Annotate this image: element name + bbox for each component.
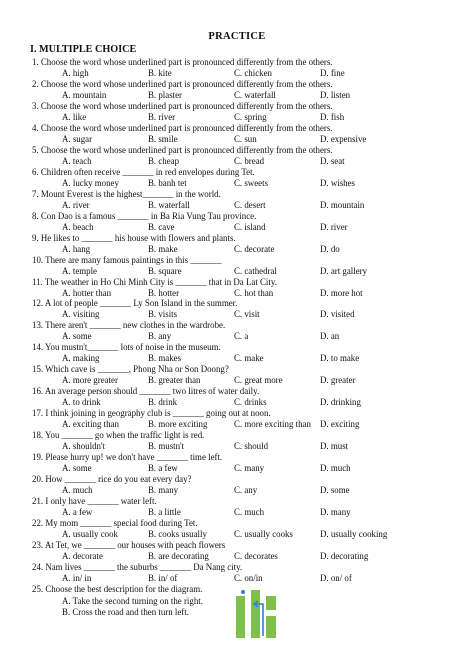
question-10-stem: 10. There are many famous paintings in this _______ [32, 254, 222, 265]
question-24-stem: 24. Nam lives _______ the suburbs _______ Da Nang city. [32, 561, 243, 572]
question-9-stem: 9. He likes to _______ his house with flowers and plants. [32, 232, 236, 243]
question-16-option-a: A. to drink [62, 397, 101, 408]
question-19-stem: 19. Please hurry up! we don't have _______ time left. [32, 452, 223, 463]
question-16-option-c: C. drinks [234, 397, 267, 408]
question-10-option-d: D. art gallery [320, 265, 368, 276]
question-8-option-d: D. river [320, 221, 348, 232]
question-22-option-d: D. usually cooking [320, 528, 388, 539]
question-11-option-a: A. hotter than [62, 287, 112, 298]
question-13-option-b: B. any [148, 331, 172, 342]
question-2-stem: 2. Choose the word whose underlined part is pronounced differently from the others. [32, 78, 333, 89]
question-12-option-c: C. visit [234, 309, 260, 320]
question-6-option-c: C. sweets [234, 177, 269, 188]
question-20-option-a: A. much [62, 485, 93, 496]
question-7-option-c: C. desert [234, 199, 266, 210]
question-11-option-d: D. more hot [320, 287, 363, 298]
diagram-block-right-top [266, 596, 276, 610]
question-24-option-c: C. on/in [234, 572, 263, 583]
question-16-stem: 16. An average person should _______ two litres of water daily. [32, 386, 260, 397]
question-23-option-a: A. decorate [62, 550, 103, 561]
question-18-option-b: B. mustn't [148, 441, 185, 452]
question-6-option-a: A. lucky money [62, 177, 119, 188]
question-4-option-d: D. expensive [320, 133, 367, 144]
question-11-option-b: B. hotter [148, 287, 180, 298]
question-1-option-d: D. fine [320, 68, 345, 78]
question-15-option-c: C. great more [234, 375, 283, 386]
question-21-option-a: A. a few [62, 507, 93, 517]
question-17-option-d: D. exciting [320, 419, 360, 430]
question-3-option-a: A. like [62, 111, 87, 122]
question-2-option-a: A. mountain [62, 89, 107, 100]
question-1-option-a: A. high [62, 68, 89, 78]
question-25-option-b: B. Cross the road and then turn left. [62, 607, 189, 617]
question-20-stem: 20. How _______ rice do you eat every day? [32, 474, 192, 485]
question-12-option-d: D. visited [320, 309, 355, 320]
question-5-option-a: A. teach [62, 155, 92, 166]
question-14-option-a: A. making [62, 353, 100, 364]
question-15-option-d: D. greater [320, 375, 356, 386]
section-heading: I. MULTIPLE CHOICE [30, 44, 137, 55]
question-3-option-d: D. fish [320, 111, 345, 122]
question-2-option-d: D. listen [320, 89, 351, 100]
question-22-option-b: B. cooks usually [148, 528, 207, 539]
question-12-stem: 12. A lot of people _______ Ly Son Island in the summer. [32, 298, 238, 309]
question-10-option-b: B. square [148, 265, 182, 276]
question-11-option-c: C. hot than [234, 287, 274, 298]
question-2-option-c: C. waterfall [234, 89, 276, 100]
question-8-option-a: A. beach [62, 221, 94, 232]
question-17-option-b: B. more exciting [148, 419, 208, 430]
question-20-option-c: C. any [234, 485, 258, 496]
question-6-option-d: D. wishes [320, 177, 356, 188]
question-8-stem: 8. Con Dao is a famous _______ in Ba Ria Vung Tau province. [32, 210, 257, 221]
question-5-option-d: D. seat [320, 155, 345, 166]
question-17-stem: 17. I think joining in geography club is _______ going out at noon. [32, 408, 271, 419]
question-20-option-d: D. some [320, 485, 350, 496]
question-11-stem: 11. The weather in Ho Chi Minh City is _______ that in Da Lat City. [32, 276, 277, 287]
diagram-start-marker [241, 590, 245, 594]
question-16-option-b: B. drink [148, 397, 178, 408]
question-17-option-a: A. exciting than [62, 419, 119, 430]
question-7-option-d: D. mountain [320, 199, 365, 210]
question-23-option-d: D. decorating [320, 550, 369, 561]
question-25-option-a: A. Take the second turning on the right. [62, 596, 203, 606]
question-12-option-a: A. visiting [62, 309, 100, 320]
question-21-stem: 21. I only have _______ water left. [32, 496, 157, 506]
question-18-option-d: D. must [320, 441, 349, 452]
diagram-block-left [236, 596, 245, 638]
question-4-option-a: A. sugar [62, 133, 93, 144]
question-15-stem: 15. Which cave is _______, Phong Nha or Son Doong? [32, 364, 229, 375]
question-14-stem: 14. You mustn't_______ lots of noise in the museum. [32, 342, 221, 353]
question-9-option-b: B. make [148, 243, 178, 254]
question-13-stem: 13. There aren't _______ new clothes in the wardrobe. [32, 320, 226, 331]
question-21-option-d: D. many [320, 507, 351, 517]
question-4-option-b: B. smile [148, 133, 178, 144]
question-3-stem: 3. Choose the word whose underlined part is pronounced differently from the others. [32, 100, 333, 111]
question-25-stem: 25. Choose the best description for the diagram. [32, 584, 203, 594]
diagram-block-right-bottom [266, 616, 276, 638]
question-13-option-c: C. a [234, 331, 249, 342]
question-14-option-c: C. make [234, 353, 264, 364]
question-24-option-b: B. in/ of [148, 572, 178, 583]
question-7-stem: 7. Mount Everest is the highest_______ in the world. [32, 188, 221, 199]
question-13-option-d: D. an [320, 331, 340, 342]
question-2-option-b: B. plaster [148, 89, 183, 100]
question-13-option-a: A. some [62, 331, 92, 342]
question-3-option-c: C. spring [234, 111, 267, 122]
question-18-stem: 18. You _______ go when the traffic light is red. [32, 430, 205, 441]
question-15-option-b: B. greater than [148, 375, 201, 386]
street-map-diagram [236, 590, 276, 638]
question-6-option-b: B. banh tet [148, 177, 187, 188]
question-17-option-c: C. more exciting than [234, 419, 311, 430]
question-1-option-b: B. kite [148, 68, 172, 78]
question-22-option-c: C. usually cooks [234, 528, 293, 539]
diagram-block-middle [251, 590, 260, 638]
question-14-option-b: B. makes [148, 353, 182, 364]
question-19-option-c: C. many [234, 463, 265, 474]
question-22-stem: 22. My mom _______ special food during Tet. [32, 517, 198, 528]
page-title: PRACTICE [208, 31, 266, 42]
question-7-option-b: B. waterfall [148, 199, 190, 210]
question-9-option-d: D. do [320, 243, 340, 254]
question-21-option-b: B. a little [148, 507, 181, 517]
question-10-option-c: C. cathedral [234, 265, 277, 276]
question-5-option-b: B. cheap [148, 155, 180, 166]
question-19-option-a: A. some [62, 463, 92, 474]
question-23-option-c: C. decorates [234, 550, 278, 561]
question-9-option-c: C. decorate [234, 243, 275, 254]
question-24-option-d: D. on/ of [320, 572, 352, 583]
question-4-option-c: C. sun [234, 133, 257, 144]
question-15-option-a: A. more greater [62, 375, 118, 386]
question-18-option-c: C. should [234, 441, 269, 452]
question-23-option-b: B. are decorating [148, 550, 209, 561]
question-21-option-c: C. much [234, 507, 265, 517]
question-23-stem: 23. At Tet, we _______ our houses with peach flowers [32, 539, 226, 550]
question-4-stem: 4. Choose the word whose underlined part is pronounced differently from the others. [32, 122, 333, 133]
question-3-option-b: B. river [148, 111, 176, 122]
question-16-option-d: D. drinking [320, 397, 361, 408]
question-8-option-c: C. island [234, 221, 266, 232]
question-14-option-d: D. to make [320, 353, 360, 364]
question-8-option-b: B. cave [148, 221, 175, 232]
question-10-option-a: A. temple [62, 265, 97, 276]
question-18-option-a: A. shouldn't [62, 441, 106, 452]
question-22-option-a: A. usually cook [62, 528, 118, 539]
question-6-stem: 6. Children often receive _______ in red envelopes during Tet. [32, 166, 255, 177]
question-1-stem: 1. Choose the word whose underlined part is pronounced differently from the others. [32, 57, 333, 67]
question-1-option-c: C. chicken [234, 68, 272, 78]
question-9-option-a: A. hang [62, 243, 91, 254]
question-19-option-d: D. much [320, 463, 351, 474]
question-20-option-b: B. many [148, 485, 179, 496]
question-24-option-a: A. in/ in [62, 572, 92, 583]
question-7-option-a: A. river [62, 199, 90, 210]
question-12-option-b: B. visits [148, 309, 178, 320]
question-5-option-c: C. bread [234, 155, 265, 166]
question-5-stem: 5. Choose the word whose underlined part is pronounced differently from the others. [32, 144, 333, 155]
question-19-option-b: B. a few [148, 463, 178, 474]
